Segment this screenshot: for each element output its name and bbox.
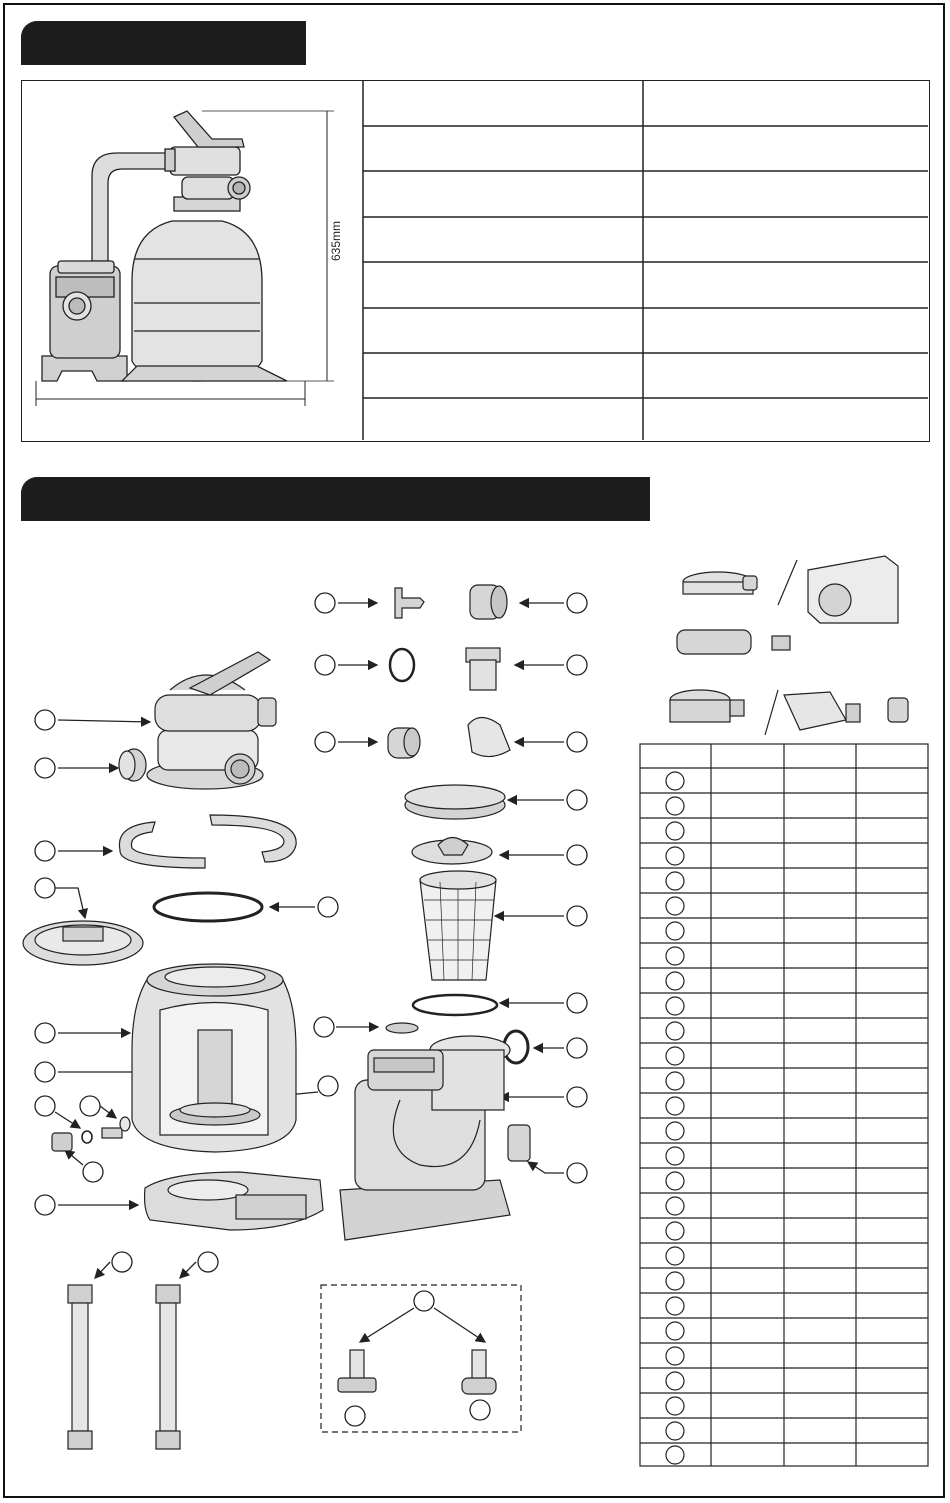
callout-strainer-basket [495,906,587,926]
callout-drain-oring [35,1096,80,1128]
callout-cap [315,732,377,752]
callout-tank-oring [270,897,338,917]
strainer-basket-drawing [420,871,496,980]
small-oring-drawing [390,649,414,681]
hose-nut-drawing [470,585,507,619]
hose-b-drawing [156,1285,180,1449]
clamp-drawing [119,815,296,868]
callout-oring-small [315,655,377,675]
height-dimension-label: 635mm [329,220,343,262]
callout-pump-lid [500,845,587,865]
callout-strainer-plug [315,593,377,613]
callout-clamp [35,841,112,861]
pump-lock-ring-drawing [405,785,505,819]
tank-base-drawing [145,1172,323,1230]
callout-valve [35,710,150,730]
callout-sand-cover [35,878,85,918]
adapter-drawing [466,648,500,690]
plunger-drawing [468,718,510,757]
pump-motor-drawing [340,1036,530,1240]
callout-diffuser-gasket [314,1017,378,1037]
pressure-gauge-drawing [119,749,146,781]
callout-strainer-connector [360,1291,485,1342]
callout-connector-a [345,1406,365,1426]
callout-pressure-gauge [35,758,118,778]
callout-tank [35,1023,130,1043]
cap-drawing [388,728,420,758]
callout-motor-housing [500,1087,587,1107]
callout-gfci-plug [528,1162,587,1183]
callout-lid-oring [500,993,587,1013]
callout-drain-plug [80,1096,116,1118]
callout-pump-lock-ring [508,790,587,810]
callout-drain-cap [65,1150,103,1182]
callout-hose-a [95,1252,132,1278]
callout-pump-oring [534,1038,587,1058]
sand-cover-drawing [23,921,143,965]
multiport-valve-drawing [147,652,276,789]
product-variants [670,556,908,735]
strainer-connector-b-drawing [462,1350,496,1394]
drain-parts-drawing [52,1117,130,1151]
hose-a-drawing [68,1285,92,1449]
pump-lid-drawing [412,838,492,865]
callout-adapter [515,655,587,675]
callout-hose-nut [520,593,587,613]
parts-table [640,744,928,1466]
tank-cutaway-drawing [132,964,296,1152]
strainer-plug-drawing [395,588,424,618]
strainer-connector-a-drawing [338,1350,376,1392]
callout-plunger [515,732,587,752]
callout-tank-base [35,1195,138,1215]
callout-hose-b [180,1252,218,1278]
callout-connector-b [470,1400,490,1420]
